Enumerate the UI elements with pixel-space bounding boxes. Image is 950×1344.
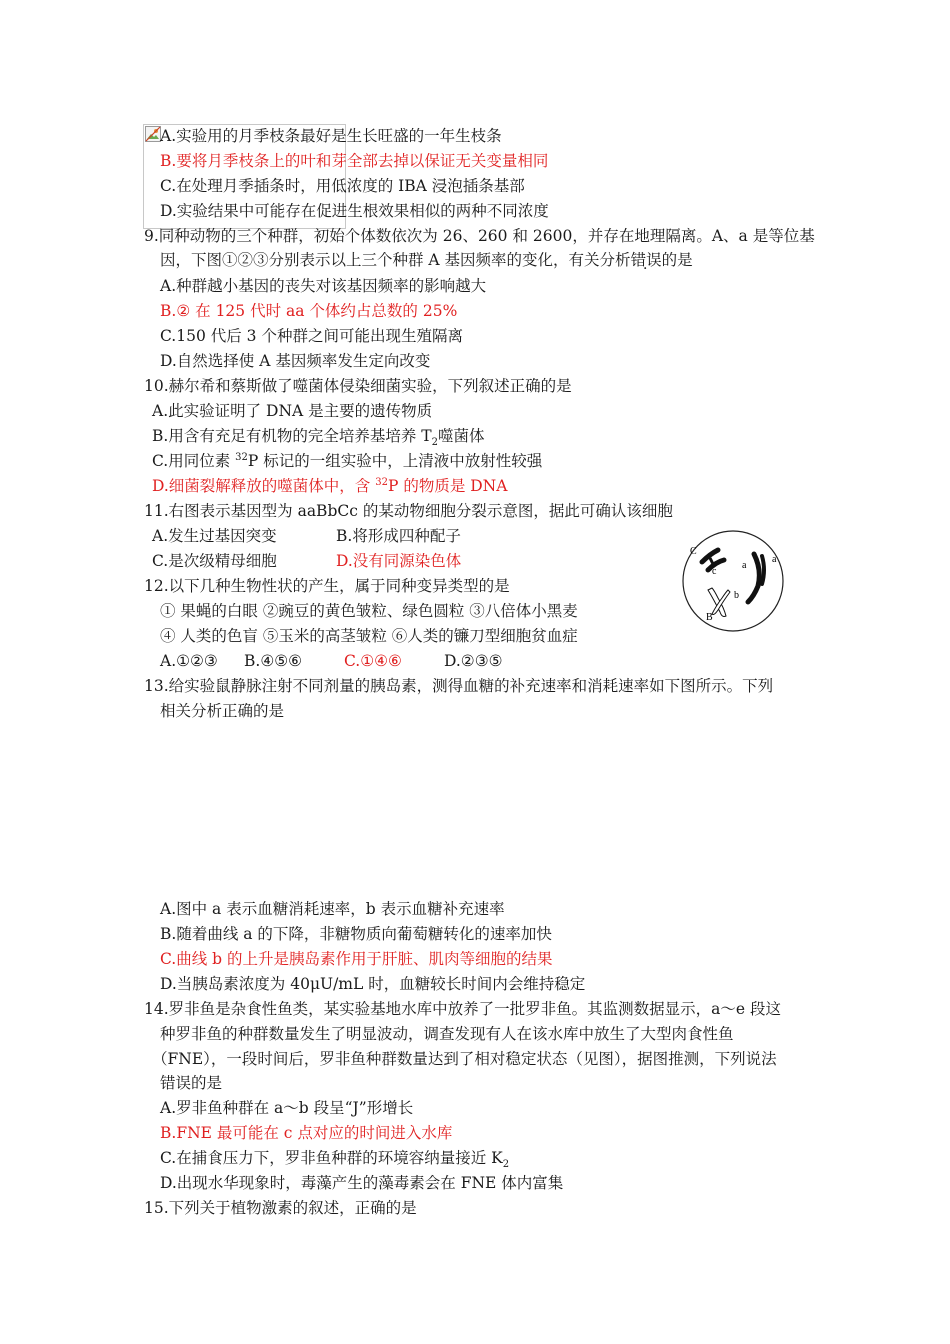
q13-stem-line-2: 相关分析正确的是 <box>160 702 285 720</box>
q8-option-d: D.实验结果中可能存在促进生根效果相似的两种不同浓度 <box>160 202 549 220</box>
q9-emphasis-word: 错误 <box>630 251 662 269</box>
q9-stem-line-1: 9.同种动物的三个种群，初始个体数依次为 26、260 和 2600，并存在地理隔离。A、a 是等位基 <box>144 227 815 245</box>
q13-option-c: C.曲线 b 的上升是胰岛素作用于肝脏、肌肉等细胞的结果 <box>160 950 553 968</box>
q11-option-b: B.将形成四种配子 <box>336 527 461 545</box>
q9-option-a: A.种群越小基因的丧失对该基因频率的影响越大 <box>160 277 487 295</box>
q12-option-c: C.①④⑥ <box>344 652 402 670</box>
q12-option-a: A.①②③ <box>160 652 218 670</box>
q12-items-line-1: ① 果蝇的白眼 ②豌豆的黄色皱粒、绿色圆粒 ③八倍体小黑麦 <box>160 602 578 620</box>
q14-stem-line-1: 14.罗非鱼是杂食性鱼类，某实验基地水库中放养了一批罗非鱼。其监测数据显示，a～e 段这 <box>144 1000 781 1018</box>
q8-option-b: B.要将月季枝条上的叶和芽全部去掉以保证无关变量相同 <box>160 152 549 170</box>
q12-stem: 12.以下几种生物性状的产生，属于同种变异类型的是 <box>144 577 510 595</box>
q15-stem: 15.下列关于植物激素的叙述，正确的是 <box>144 1199 417 1217</box>
q12-option-b: B.④⑤⑥ <box>244 652 303 670</box>
q10-option-a: A.此实验证明了 DNA 是主要的遗传物质 <box>152 402 433 420</box>
q12-option-d: D.②③⑤ <box>444 652 503 670</box>
broken-image-icon <box>145 126 161 142</box>
q11-option-a: A.发生过基因突变 <box>152 527 277 545</box>
q11-option-c: C.是次级精母细胞 <box>152 552 277 570</box>
label-c: c <box>712 566 717 577</box>
label-C: C <box>690 546 697 557</box>
q9-stem-line-2: 因，下图①②③分别表示以上三个种群 A 基因频率的变化，有关分析错误的是 <box>160 251 693 269</box>
q8-option-c: C.在处理月季插条时，用低浓度的 IBA 浸泡插条基部 <box>160 177 525 195</box>
q9-option-d: D.自然选择使 A 基因频率发生定向改变 <box>160 352 431 370</box>
label-B: B <box>706 612 713 623</box>
label-b: b <box>734 590 739 601</box>
q14-stem-line-3: （FNE），一段时间后，罗非鱼种群数量达到了相对稳定状态（见图），据图推测，下列说法 <box>152 1050 777 1068</box>
q14-stem-line-2: 种罗非鱼的种群数量发生了明显波动，调查发现有人在该水库中放生了大型肉食性鱼 <box>160 1025 734 1043</box>
q9-option-b: B.② 在 125 代时 aa 个体约占总数的 25% <box>160 302 458 320</box>
q10-option-c: C.用同位素 $^{32}$P 标记的一组实验中，上清液中放射性较强 <box>152 451 543 470</box>
q14-option-b: B.FNE 最可能在 c 点对应的时间进入水库 <box>160 1124 453 1142</box>
q10-stem: 10.赫尔希和蔡斯做了噬菌体侵染细菌实验，下列叙述正确的是 <box>144 377 572 395</box>
cell-division-figure <box>678 530 788 632</box>
q14-option-d: D.出现水华现象时，毒藻产生的藻毒素会在 FNE 体内富集 <box>160 1174 564 1192</box>
q14-stem-line-4: 错误的是 <box>160 1074 223 1092</box>
q11-option-d: D.没有同源染色体 <box>336 552 462 570</box>
chromosome-ab <box>748 554 764 602</box>
label-a-inner: a <box>742 560 747 571</box>
label-a-outer: a <box>772 554 777 565</box>
q13-stem-line-1: 13.给实验鼠静脉注射不同剂量的胰岛素，测得血糖的补充速率和消耗速率如下图所示。下列 <box>144 677 774 695</box>
q11-stem: 11.右图表示基因型为 aaBbCc 的某动物细胞分裂示意图，据此可确认该细胞 <box>144 502 673 520</box>
cell-membrane <box>683 531 783 631</box>
q12-items-line-2: ④ 人类的色盲 ⑤玉米的高茎皱粒 ⑥人类的镰刀型细胞贫血症 <box>160 627 578 645</box>
q10-option-d: D.细菌裂解释放的噬菌体中，含 $^{32}$P 的物质是 DNA <box>152 476 508 495</box>
q13-option-a: A.图中 a 表示血糖消耗速率，b 表示血糖补充速率 <box>160 900 505 918</box>
q9-option-c: C.150 代后 3 个种群之间可能出现生殖隔离 <box>160 327 463 345</box>
q13-option-b: B.随着曲线 a 的下降，非糖物质向葡萄糖转化的速率加快 <box>160 925 552 943</box>
q14-option-c: C.在捕食压力下，罗非鱼种群的环境容纳量接近 $K_2$ <box>160 1149 510 1171</box>
q10-option-b: B.用含有充足有机物的完全培养基培养 $T_2$噬菌体 <box>152 427 485 449</box>
q14-option-a: A.罗非鱼种群在 a～b 段呈“J”形增长 <box>160 1099 414 1117</box>
q8-option-a: A.实验用的月季枝条最好是生长旺盛的一年生枝条 <box>160 127 502 145</box>
q13-option-d: D.当胰岛素浓度为 40μU/mL 时，血糖较长时间内会维持稳定 <box>160 975 586 993</box>
